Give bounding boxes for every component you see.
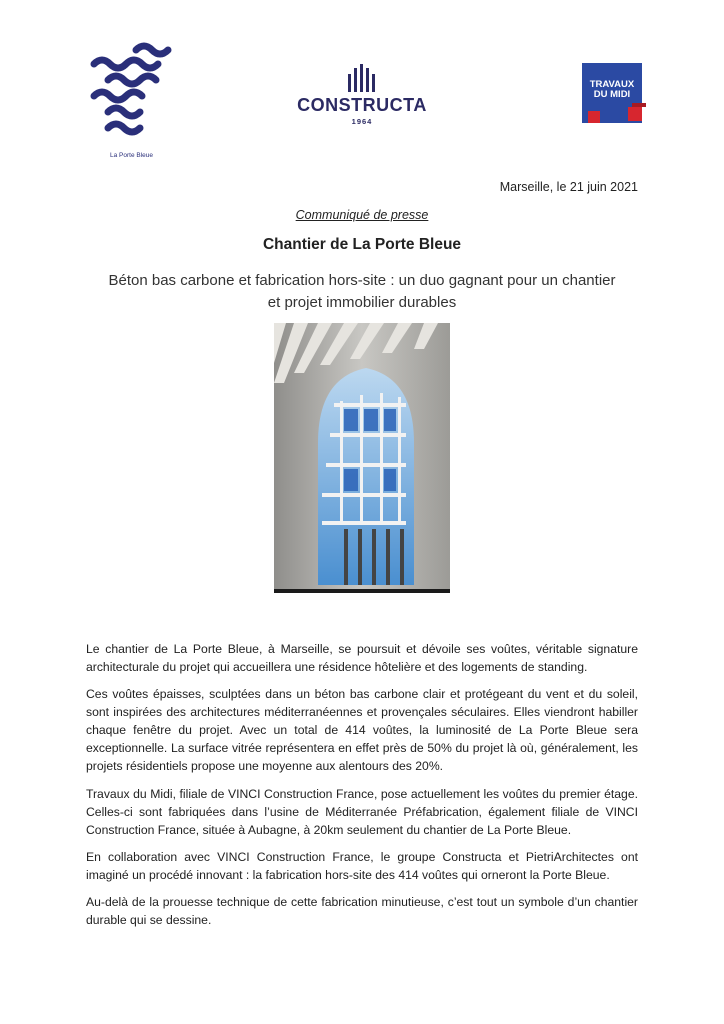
paragraph-1: Le chantier de La Porte Bleue, à Marseille, se poursuit et dévoile ses voûtes, véritable signature architecturale du projet qui accueillera une résidence hôtelière et des logements de standing.: [86, 642, 638, 674]
porte-bleue-caption: La Porte Bleue: [110, 152, 154, 159]
travaux-line2: DU MIDI: [593, 89, 631, 100]
press-release-label: Communiqué de presse: [295, 208, 429, 222]
subtitle-line-2: et projet immobilier durables: [267, 294, 457, 311]
travaux-du-midi-logo: [582, 63, 648, 129]
subtitle: [100, 270, 624, 314]
constructa-year: 1964: [351, 117, 373, 126]
constructa-logo: [292, 62, 432, 132]
subtitle-line-1: Béton bas carbone et fabrication hors-site : un duo gagnant pour un chantier: [108, 272, 616, 289]
page-title: Chantier de La Porte Bleue: [262, 236, 462, 253]
constructa-name: CONSTRUCTA: [297, 95, 427, 115]
constructa-bars-icon: [292, 62, 432, 94]
red-cubes-icon: [582, 103, 648, 129]
porte-bleue-waves-icon: [86, 40, 178, 152]
paragraph-4: En collaboration avec VINCI Construction France, le groupe Constructa et PietriArchitectes ont imaginé un procédé innovant : la fabrication hors-site des 414 voûtes qui orneront la Porte Bleue.: [86, 850, 638, 882]
paragraph-2: Ces voûtes épaisses, sculptées dans un béton bas carbone clair et protégeant du vent et du soleil, sont inspirées des architectures méditerranéennes et provençales séculaires. Elles viendront habiller chaque fenêtre du projet. Avec un total de 414 voûtes, la luminosité de La Porte Bleue sera exceptionnelle. La surface vitrée représentera en effet près de 50% du projet là où, généralement, les projets résidentiels propose une moyenne aux alentours des 20%.: [86, 687, 638, 773]
paragraph-5: Au-delà de la prouesse technique de cette fabrication minutieuse, c’est tout un symbole d’un chantier durable qui se dessine.: [86, 895, 638, 927]
date-line: Marseille, le 21 juin 2021: [499, 180, 638, 194]
construction-photo: [274, 323, 450, 593]
porte-bleue-logo: [86, 40, 178, 168]
travaux-line1: TRAVAUX: [589, 79, 635, 90]
paragraph-3: Travaux du Midi, filiale de VINCI Construction France, pose actuellement les voûtes du premier étage. Celles-ci sont fabriquées dans l’usine de Méditerranée Préfabrication, également filiale de VINCI Construction France, située à Aubagne, à 20km seulement du chantier de La Porte Bleue.: [86, 787, 638, 837]
